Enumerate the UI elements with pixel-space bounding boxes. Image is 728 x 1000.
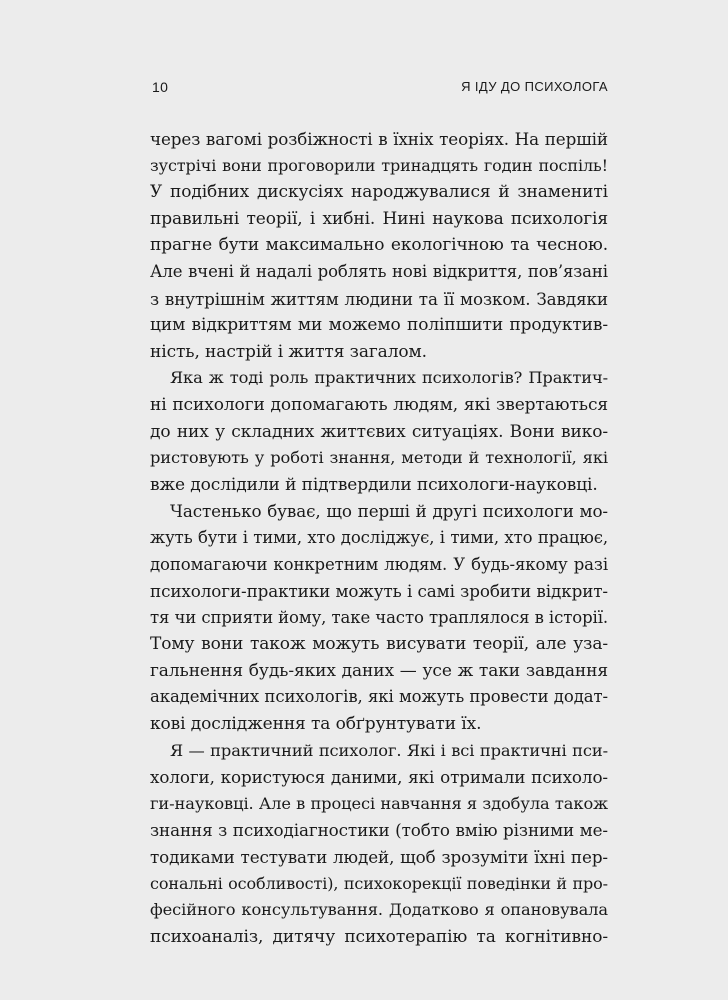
text-line: Тому вони також можуть висувати теорії, але уза- <box>150 634 608 655</box>
text-line: ність, настрій і життя загалом. <box>150 341 427 362</box>
text-line: Частенько буває, що перші й другі психологи мо- <box>170 501 608 522</box>
text-line: цим відкриттям ми можемо поліпшити продуктив- <box>150 315 608 336</box>
text-line: прагне бути максимально екологічною та чесною. <box>150 235 608 256</box>
page-number: 10 <box>152 79 169 95</box>
text-line: допомагаючи конкретним людям. У будь-якому разі <box>150 554 608 574</box>
text-line: психоаналіз, дитячу психотерапію та когнітивно- <box>150 926 608 947</box>
text-line: У подібних дискусіях народжувалися й знамениті <box>150 182 608 203</box>
text-line: хологи, користуюся даними, які отримали психоло- <box>150 767 608 788</box>
text-line: академічних психологів, які можуть провести додат- <box>150 687 608 707</box>
text-line: ні психологи допомагають людям, які звертаються <box>150 394 608 415</box>
text-line: вже дослідили й підтвердили психологи-науковці. <box>150 474 598 495</box>
running-head: Я ІДУ ДО ПСИХОЛОГА <box>461 79 608 94</box>
body-text <box>150 126 608 950</box>
text-line: ги-науковці. Але в процесі навчання я здобула також <box>150 793 608 813</box>
text-line: тодиками тестувати людей, щоб зрозуміти їхні пер- <box>150 847 608 868</box>
text-line: фесійного консультування. Додатково я опановувала <box>150 900 608 920</box>
text-line: тя чи сприяти йому, таке часто траплялося в історії. <box>150 607 609 627</box>
text-line: жуть бути і тими, хто досліджує, і тими, хто працює, <box>150 527 608 547</box>
text-line: правильні теорії, і хибні. Нині наукова психологія <box>150 208 608 229</box>
text-line: ристовують у роботі знання, методи й технології, які <box>150 448 608 468</box>
text-line: з внутрішнім життям людини та її мозком. Завдяки <box>150 288 608 309</box>
text-line: Я — практичний психолог. Які і всі практичні пси- <box>170 740 608 760</box>
text-line: Але вчені й надалі роблять нові відкриття, пов’язані <box>150 261 608 281</box>
text-line: зустрічі вони проговорили тринадцять годин поспіль! <box>150 155 608 175</box>
text-line: сональні особливості), психокорекції поведінки й про- <box>150 873 608 893</box>
text-line: знання з психодіагностики (тобто вмію різними ме- <box>150 820 608 841</box>
text-line: кові дослідження та обґрунтувати їх. <box>150 714 482 735</box>
page-header <box>152 79 608 101</box>
text-line: психологи-практики можуть і самі зробити відкрит- <box>150 581 608 602</box>
text-line: гальнення будь-яких даних — усе ж таки завдання <box>150 660 608 681</box>
text-line: до них у складних життєвих ситуаціях. Вони вико- <box>150 421 608 442</box>
text-line: через вагомі розбіжності в їхніх теоріях. На першій <box>150 129 608 149</box>
text-line: Яка ж тоді роль практичних психологів? Практич- <box>170 368 608 388</box>
